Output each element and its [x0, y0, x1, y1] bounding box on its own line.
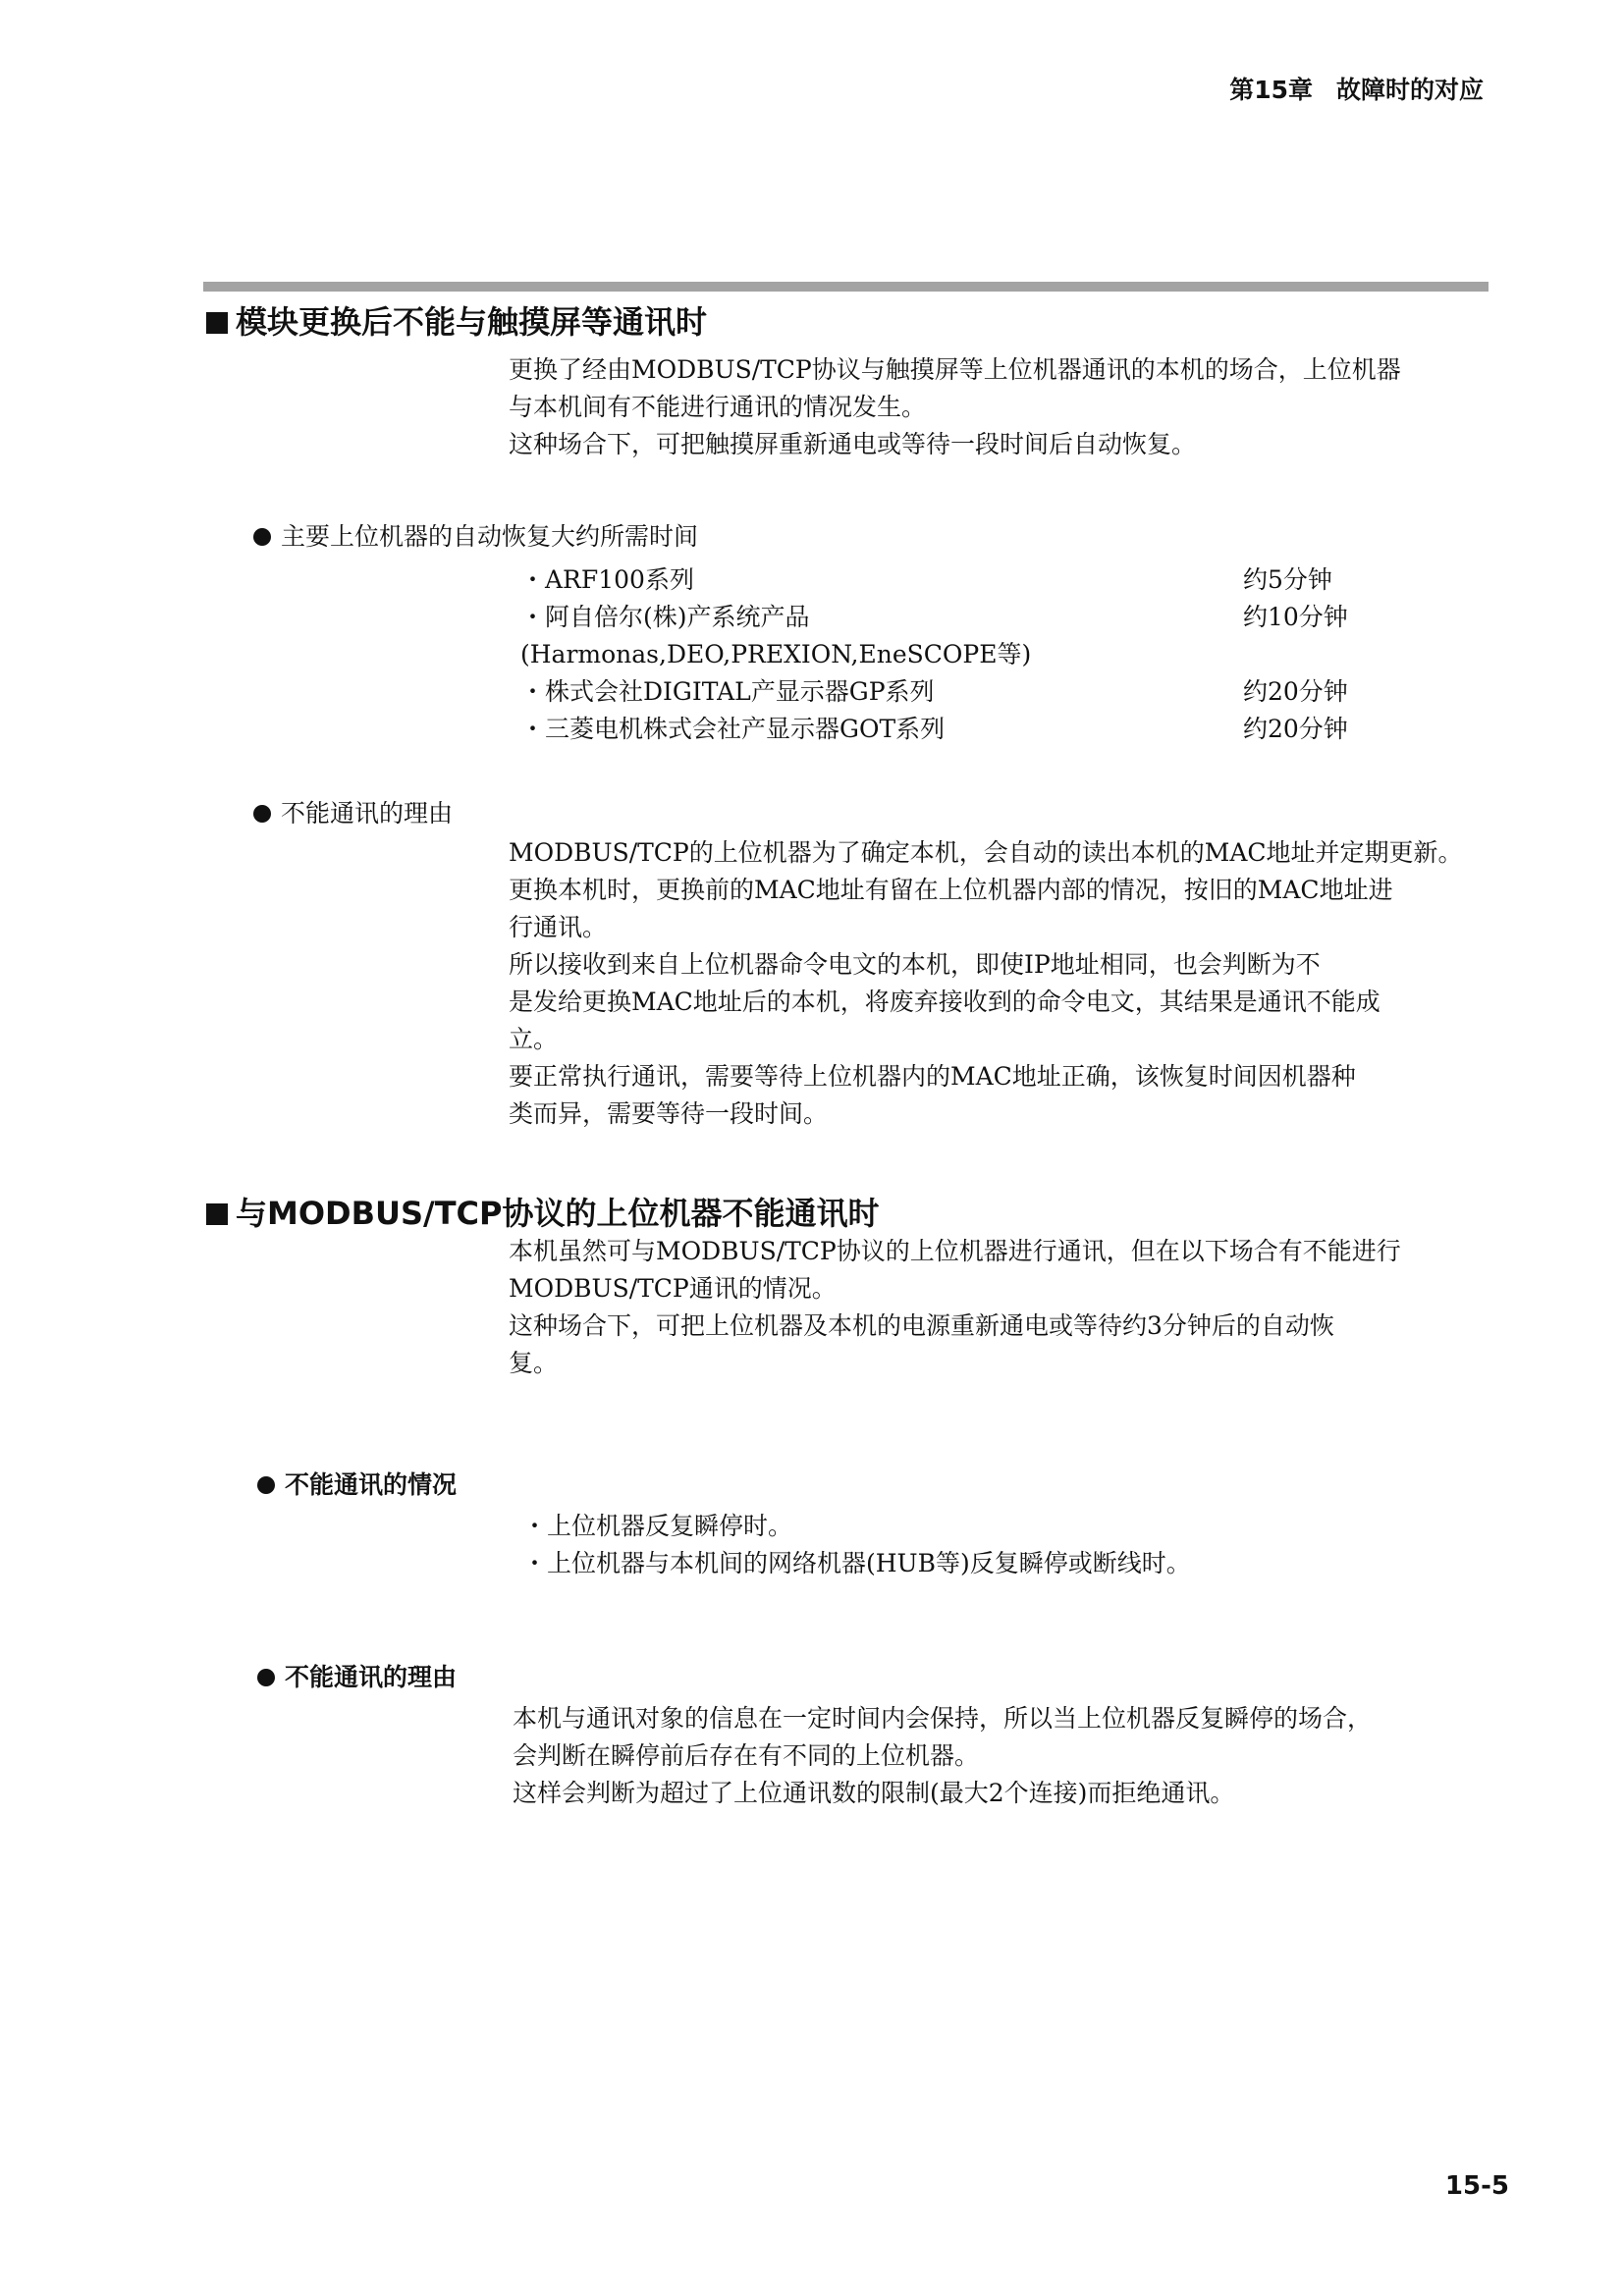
recovery-time: 约5分钟 — [1243, 565, 1332, 594]
bullet-title-text: 主要上位机器的自动恢复大约所需时间 — [281, 522, 699, 551]
recovery-time-title — [253, 518, 698, 556]
bullet-title-text: 不能通讯的情况 — [285, 1470, 458, 1499]
text-line: MODBUS/TCP的上位机器为了确定本机，会自动的读出本机的MAC地址并定期更新。 — [509, 838, 1463, 867]
bullet-dot-icon — [257, 1476, 275, 1494]
black-square-icon — [206, 1203, 228, 1225]
text-line: 与本机间有不能进行通讯的情况发生。 — [509, 393, 927, 421]
recovery-time: 约20分钟 — [1243, 677, 1348, 706]
reason-title-1 — [253, 795, 453, 832]
device-label: ・株式会社DIGITAL产显示器GP系列 — [520, 677, 935, 706]
black-square-icon — [206, 312, 228, 334]
list-item — [520, 711, 1384, 748]
bullet-dot-icon — [253, 528, 271, 546]
reason-title-2 — [257, 1659, 457, 1696]
text-line: 行通讯。 — [509, 913, 608, 941]
device-label: ・三菱电机株式会社产显示器GOT系列 — [520, 715, 946, 743]
list-item — [520, 599, 1384, 636]
device-label: ・ARF100系列 — [520, 565, 694, 594]
text-line: 这种场合下，可把上位机器及本机的电源重新通电或等待约3分钟后的自动恢 — [509, 1311, 1334, 1340]
section-heading-text: 与MODBUS/TCP协议的上位机器不能通讯时 — [236, 1195, 880, 1232]
recovery-time: 约10分钟 — [1243, 603, 1348, 631]
text-line: 这样会判断为超过了上位通讯数的限制(最大2个连接)而拒绝通讯。 — [513, 1779, 1235, 1807]
recovery-time-list — [520, 561, 1384, 748]
bullet-title-text: 不能通讯的理由 — [281, 799, 454, 828]
section-heading-text: 模块更换后不能与触摸屏等通讯时 — [236, 303, 708, 341]
cases-list — [522, 1508, 1504, 1582]
recovery-time: 约20分钟 — [1243, 715, 1348, 743]
section-heading-modbus-tcp — [206, 1194, 880, 1233]
chapter-number: 第15章 — [1229, 76, 1313, 104]
chapter-header — [1229, 71, 1484, 106]
section1-reason-text — [509, 834, 1490, 1133]
text-line: 立。 — [509, 1025, 559, 1053]
text-line: 会判断在瞬停前后存在有不同的上位机器。 — [513, 1741, 980, 1770]
text-line: 是发给更换MAC地址后的本机，将废弃接收到的命令电文，其结果是通讯不能成 — [509, 988, 1380, 1016]
text-line: 类而异，需要等待一段时间。 — [509, 1099, 829, 1128]
section1-intro — [509, 351, 1490, 463]
list-item — [520, 636, 1384, 673]
text-line: MODBUS/TCP通讯的情况。 — [509, 1274, 837, 1303]
bullet-title-text: 不能通讯的理由 — [285, 1663, 458, 1691]
section2-intro — [509, 1233, 1490, 1382]
bullet-dot-icon — [253, 805, 271, 823]
text-line: 所以接收到来自上位机器命令电文的本机，即使IP地址相同，也会判断为不 — [509, 950, 1321, 979]
section2-reason-text — [513, 1700, 1494, 1812]
list-item — [520, 673, 1384, 711]
chapter-title: 故障时的对应 — [1335, 76, 1484, 104]
section-heading-module-replacement — [206, 302, 707, 342]
device-label: ・阿自倍尔(株)产系统产品 — [520, 603, 810, 631]
text-line: 本机虽然可与MODBUS/TCP协议的上位机器进行通讯，但在以下场合有不能进行 — [509, 1237, 1401, 1265]
device-label: (Harmonas,DEO,PREXION,EneSCOPE等) — [520, 640, 1032, 668]
text-line: 要正常执行通讯，需要等待上位机器内的MAC地址正确，该恢复时间因机器种 — [509, 1062, 1356, 1091]
section-divider — [203, 282, 1489, 292]
list-item — [520, 561, 1384, 599]
text-line: 复。 — [509, 1349, 559, 1377]
text-line: 更换了经由MODBUS/TCP协议与触摸屏等上位机器通讯的本机的场合，上位机器 — [509, 355, 1401, 384]
cases-title — [257, 1467, 457, 1504]
bullet-dot-icon — [257, 1669, 275, 1686]
list-item: ・上位机器反复瞬停时。 — [522, 1512, 793, 1540]
text-line: 本机与通讯对象的信息在一定时间内会保持，所以当上位机器反复瞬停的场合， — [513, 1704, 1373, 1733]
text-line: 这种场合下，可把触摸屏重新通电或等待一段时间后自动恢复。 — [509, 430, 1197, 458]
text-line: 更换本机时，更换前的MAC地址有留在上位机器内部的情况，按旧的MAC地址进 — [509, 876, 1393, 904]
page-number: 15-5 — [1444, 2171, 1509, 2201]
list-item: ・上位机器与本机间的网络机器(HUB等)反复瞬停或断线时。 — [522, 1549, 1191, 1577]
